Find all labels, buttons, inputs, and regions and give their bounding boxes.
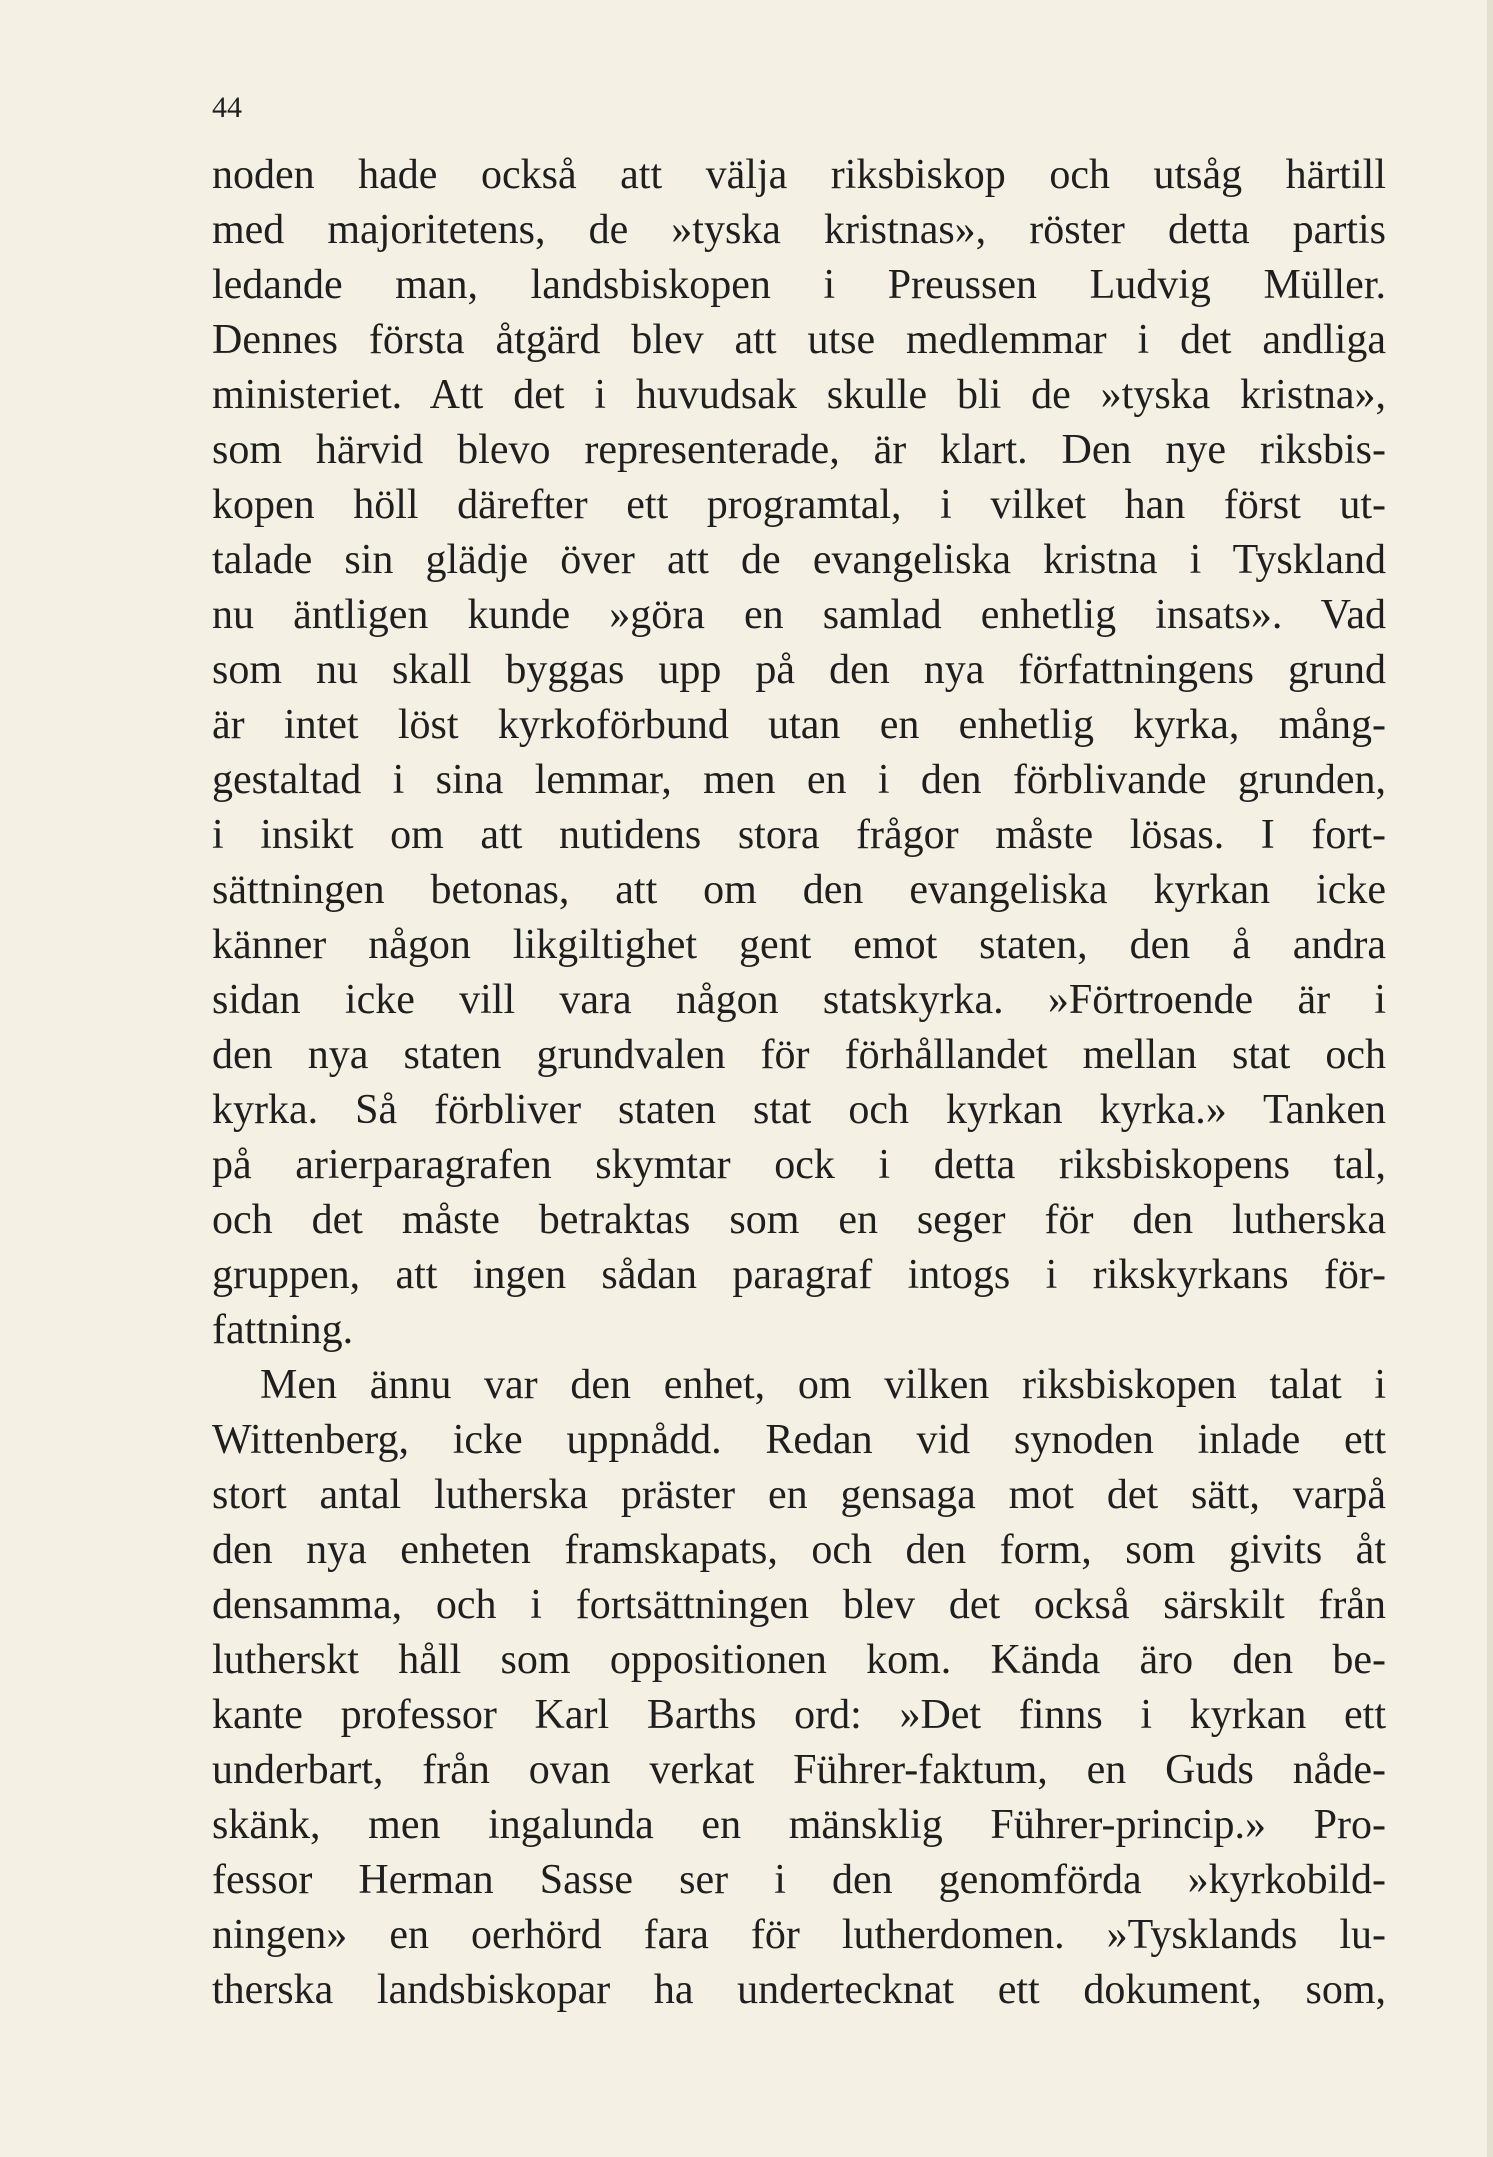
text-line: sättningen betonas, att om den evangeliska kyrkan icke [212, 867, 1386, 913]
text-line: nu äntligen kunde »göra en samlad enhetlig insats». Vad [212, 592, 1386, 638]
text-line: i insikt om att nutidens stora frågor måste lösas. I fort- [212, 812, 1386, 858]
text-line: ministeriet. Att det i huvudsak skulle bli de »tyska kristna», [212, 372, 1386, 418]
text-line: som härvid blevo representerade, är klart. Den nye riksbis- [212, 427, 1386, 473]
text-line: densamma, och i fortsättningen blev det också särskilt från [212, 1582, 1386, 1628]
text-line: fessor Herman Sasse ser i den genomförda »kyrkobild- [212, 1857, 1386, 1903]
text-line: underbart, från ovan verkat Führer-faktum, en Guds nåde- [212, 1747, 1386, 1793]
page-edge [1487, 0, 1493, 2157]
text-line: therska landsbiskopar ha undertecknat ett dokument, som, [212, 1967, 1386, 2013]
text-line: Dennes första åtgärd blev att utse medlemmar i det andliga [212, 317, 1386, 363]
text-line: ledande man, landsbiskopen i Preussen Ludvig Müller. [212, 262, 1386, 308]
text-line: Wittenberg, icke uppnådd. Redan vid synoden inlade ett [212, 1417, 1386, 1463]
page-number: 44 [212, 91, 242, 124]
text-line: med majoritetens, de »tyska kristnas», röster detta partis [212, 207, 1386, 253]
text-line: Men ännu var den enhet, om vilken riksbiskopen talat i [260, 1362, 1386, 1408]
text-line: lutherskt håll som oppositionen kom. Kända äro den be- [212, 1637, 1386, 1683]
text-line: den nya staten grundvalen för förhållandet mellan stat och [212, 1032, 1386, 1078]
text-line: kante professor Karl Barths ord: »Det finns i kyrkan ett [212, 1692, 1386, 1738]
text-line: och det måste betraktas som en seger för den lutherska [212, 1197, 1386, 1243]
text-line: den nya enheten framskapats, och den form, som givits åt [212, 1527, 1386, 1573]
text-line: kopen höll därefter ett programtal, i vilket han först ut- [212, 482, 1386, 528]
text-line: fattning. [212, 1307, 354, 1353]
body-text [212, 148, 1386, 2018]
text-line: är intet löst kyrkoförbund utan en enhetlig kyrka, mång- [212, 702, 1386, 748]
text-line: talade sin glädje över att de evangeliska kristna i Tyskland [212, 537, 1386, 583]
text-line: på arierparagrafen skymtar ock i detta riksbiskopens tal, [212, 1142, 1386, 1188]
text-line: stort antal lutherska präster en gensaga mot det sätt, varpå [212, 1472, 1386, 1518]
text-line: gruppen, att ingen sådan paragraf intogs i rikskyrkans för- [212, 1252, 1386, 1298]
text-line: skänk, men ingalunda en mänsklig Führer-princip.» Pro- [212, 1802, 1386, 1848]
text-line: känner någon likgiltighet gent emot staten, den å andra [212, 922, 1386, 968]
text-line: som nu skall byggas upp på den nya författningens grund [212, 647, 1386, 693]
text-line: sidan icke vill vara någon statskyrka. »Förtroende är i [212, 977, 1386, 1023]
text-line: kyrka. Så förbliver staten stat och kyrkan kyrka.» Tanken [212, 1087, 1386, 1133]
text-line: noden hade också att välja riksbiskop och utsåg härtill [212, 152, 1386, 198]
text-line: gestaltad i sina lemmar, men en i den förblivande grunden, [212, 757, 1386, 803]
text-line: ningen» en oerhörd fara för lutherdomen. »Tysklands lu- [212, 1912, 1386, 1958]
